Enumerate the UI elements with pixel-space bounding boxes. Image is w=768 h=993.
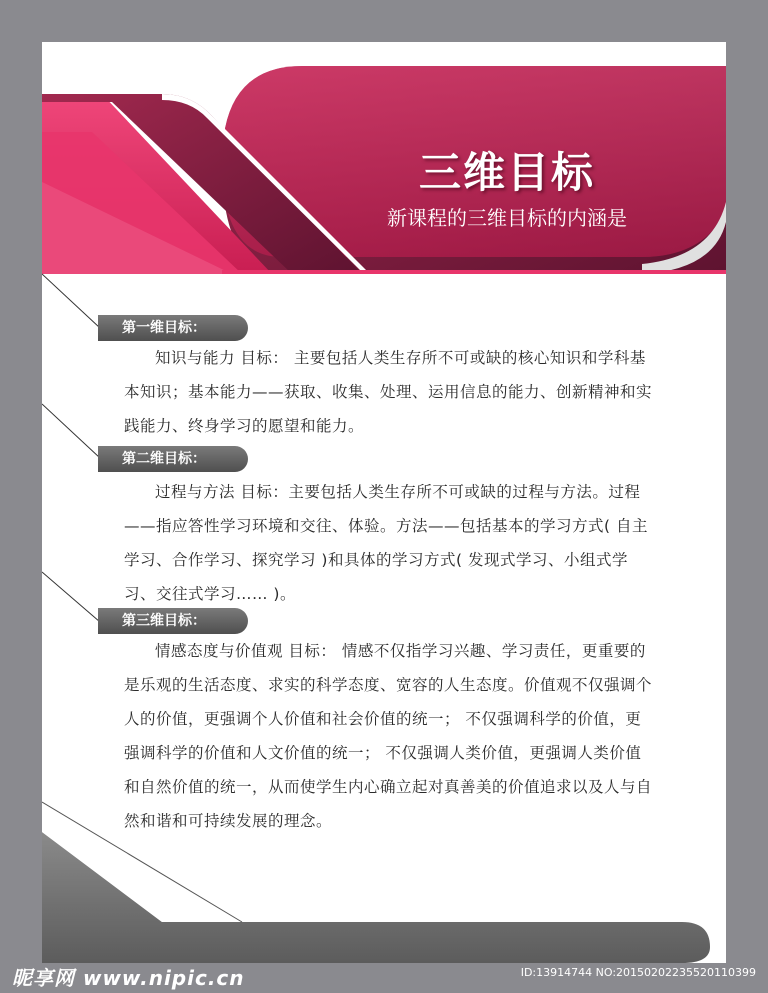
watermark-logo: 昵享网 www.nipic.cn bbox=[12, 966, 245, 990]
page-subtitle: 新课程的三维目标的内涵是 bbox=[387, 206, 627, 230]
image-id-text: ID:13914744 NO:20150202235520110399 bbox=[520, 966, 756, 979]
section-tag-3: 第三维目标： bbox=[98, 608, 248, 634]
section-tag-1: 第一维目标： bbox=[98, 315, 248, 341]
section-text-2: 过程与方法 目标：主要包括人类生存所不可或缺的过程与方法。过程——指应答性学习环境和交往、体验。方法——包括基本的学习方式( 自主学习、合作学习、探究学习 )和具体的学习方式( 发现式学习、小组式学习、交往式学习…… )。 bbox=[124, 483, 648, 603]
section-text-3: 情感态度与价值观 目标： 情感不仅指学习兴趣、学习责任，更重要的是乐观的生活态度、求实的科学态度、宽容的人生态度。价值观不仅强调个人的价值，更强调个人价值和社会价值的统一； 不仅强调科学的价值，更强调科学的价值和人文价值的统一； 不仅强调人类价值，更强调人类价值和自然价值的统一，从而使学生内心确立起对真善美的价值追求以及人与自然和谐和可持续发展的理念。 bbox=[124, 642, 653, 830]
poster-board bbox=[42, 42, 726, 963]
page-title: 三维目标 bbox=[418, 148, 595, 197]
section-text-1: 知识与能力 目标： 主要包括人类生存所不可或缺的核心知识和学科基本知识；基本能力——获取、收集、处理、运用信息的能力、创新精神和实践能力、终身学习的愿望和能力。 bbox=[124, 349, 653, 435]
section-tag-2: 第二维目标： bbox=[98, 446, 248, 472]
